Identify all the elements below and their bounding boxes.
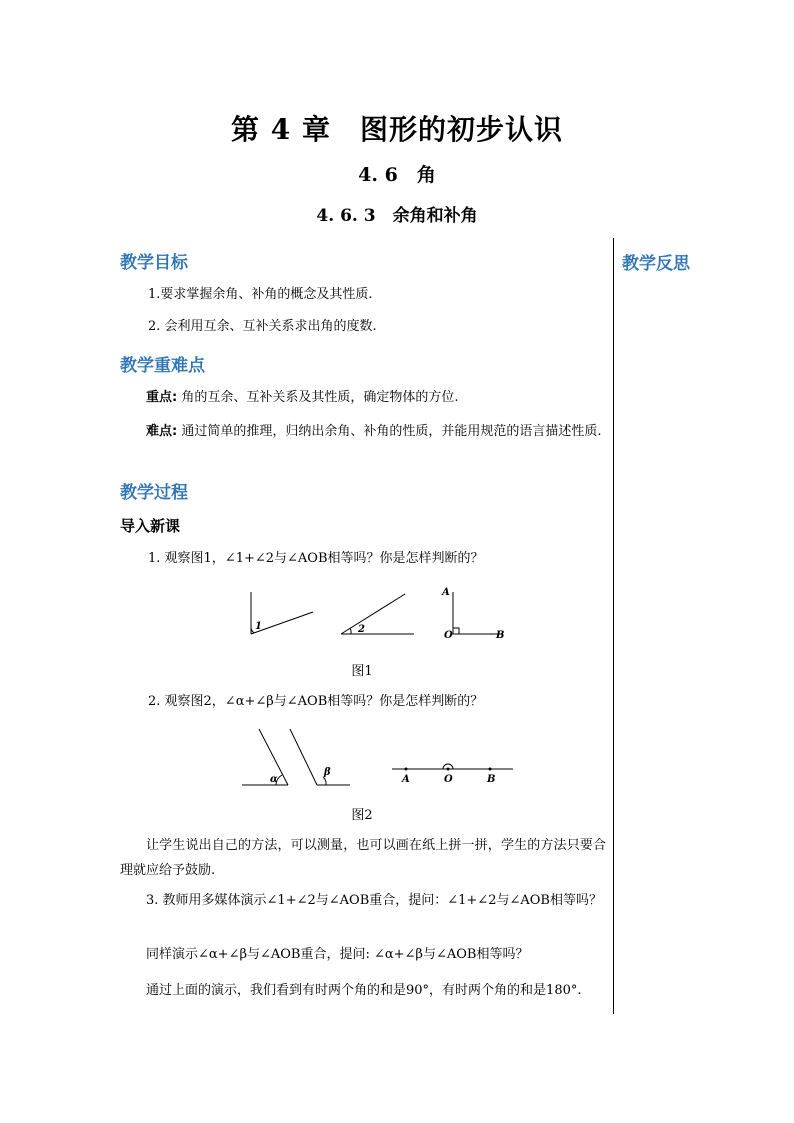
fig2-label-beta: β bbox=[324, 767, 331, 778]
difficult-point-paragraph bbox=[120, 419, 606, 444]
paragraph: 同样演示∠α+∠β与∠AOB重合，提问: ∠α+∠β与∠AOB相等吗？ bbox=[146, 947, 529, 962]
fig2-label-a: A bbox=[402, 774, 410, 785]
fig1-right-angle-mark bbox=[453, 628, 459, 634]
fig1-slant-ray-2 bbox=[341, 594, 405, 634]
fig1-label-a: A bbox=[442, 587, 450, 598]
figure-2 bbox=[236, 726, 526, 792]
chapter-title: 第 4 章 图形的初步认识 bbox=[231, 113, 563, 146]
fig2-label-alpha: α bbox=[270, 774, 278, 785]
figure-2-caption: 图2 bbox=[351, 808, 373, 823]
reflection-heading: 教学反思 bbox=[622, 254, 690, 274]
paragraph: 通过上面的演示，我们看到有时两个角的和是90°，有时两个角的和是180°. bbox=[146, 983, 582, 998]
fig2-label-b: B bbox=[487, 774, 496, 785]
fig2-beta-arc bbox=[323, 777, 326, 785]
paragraph: 3. 教师用多媒体演示∠1+∠2与∠AOB重合，提问：∠1+∠2与∠AOB相等吗？ bbox=[146, 893, 602, 908]
goals-heading: 教学目标 bbox=[120, 253, 188, 273]
key-points-heading: 教学重难点 bbox=[120, 356, 205, 376]
fig1-label-2: 2 bbox=[358, 624, 365, 635]
difficult-label: 难点: bbox=[146, 424, 178, 439]
fig2-point-o bbox=[447, 768, 450, 771]
fig1-label-o: O bbox=[444, 630, 453, 641]
question-2: 2. 观察图2，∠α+∠β与∠AOB相等吗？你是怎样判断的？ bbox=[148, 694, 484, 709]
difficult-text: 通过简单的推理，归纳出余角、补角的性质，并能用规范的语言描述性质. bbox=[177, 424, 602, 439]
subsection-title: 4. 6. 3 余角和补角 bbox=[316, 206, 478, 226]
process-heading: 教学过程 bbox=[120, 483, 188, 503]
fig1-label-b: B bbox=[496, 630, 505, 641]
key-label: 重点: bbox=[146, 390, 178, 405]
key-text: 角的互余、互补关系及其性质，确定物体的方位. bbox=[177, 390, 459, 405]
fig1-label-1: 1 bbox=[255, 621, 262, 632]
figure-1 bbox=[240, 584, 520, 644]
intro-heading: 导入新课 bbox=[120, 517, 181, 535]
section-title: 4. 6 角 bbox=[358, 164, 436, 186]
fig2-point-a bbox=[405, 768, 408, 771]
fig2-point-b bbox=[489, 768, 492, 771]
fig1-angle2-arc bbox=[350, 628, 351, 634]
goal-item: 2. 会利用互余、互补关系求出角的度数. bbox=[148, 319, 377, 334]
fig2-label-o: O bbox=[444, 774, 453, 785]
column-divider bbox=[613, 238, 614, 1014]
paragraph: 让学生说出自己的方法，可以测量，也可以画在纸上拼一拼，学生的方法只要合理就应给予鼓励. bbox=[120, 838, 606, 878]
goal-item: 1.要求掌握余角、补角的概念及其性质. bbox=[148, 287, 373, 302]
fig2-slant-line-2 bbox=[290, 729, 317, 785]
key-point-paragraph bbox=[120, 385, 606, 410]
question-1: 1. 观察图1，∠1+∠2与∠AOB相等吗？你是怎样判断的？ bbox=[148, 551, 484, 566]
figure-1-caption: 图1 bbox=[351, 664, 373, 679]
